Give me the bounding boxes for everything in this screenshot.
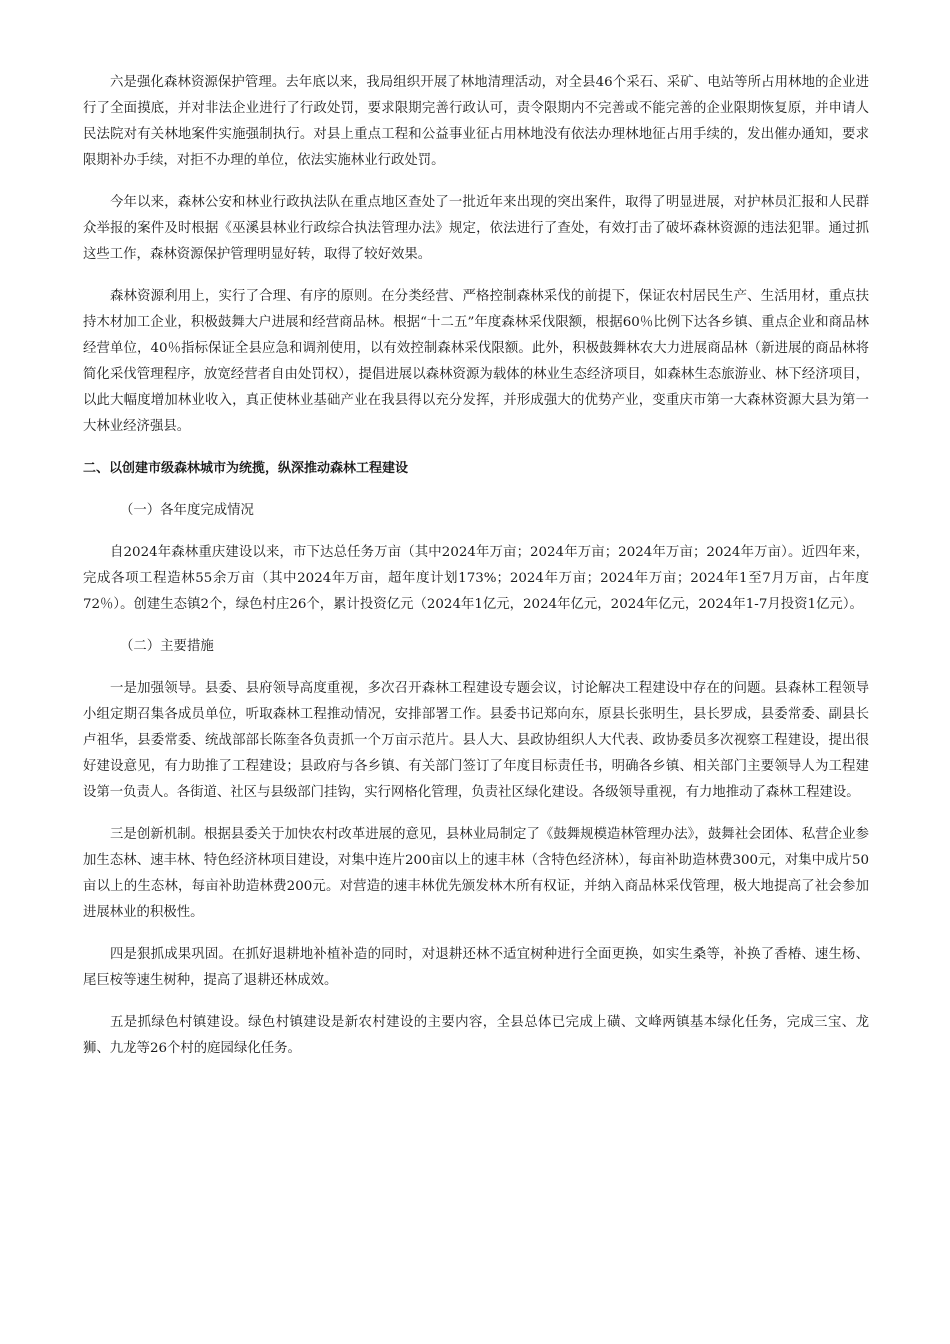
paragraph-resource-use: 森林资源利用上，实行了合理、有序的原则。在分类经营、严格控制森林采伐的前提下，保证农村居民生产、生活用材，重点扶持木材加工企业，积极鼓舞大户进展和经营商品林。根据“十二五”年度森林采伐限额，根据60％比例下达各乡镇、重点企业和商品林经营单位，40％指标保证全县应急和调剂使用，以有效控制森林采伐限额。此外，积极鼓舞林农大力进展商品林（新进展的商品林将简化采伐管理程序，放宽经营者自由处罚权），提倡进展以森林资源为载体的林业生态经济项目，如森林生态旅游业、林下经济项目，以此大幅度增加林业收入，真正使林业基础产业在我县得以充分发挥，并形成强大的优势产业，变重庆市第一大森林资源大县为第一大林业经济强县。 xyxy=(83,289,869,434)
subheading-annual-completion: （一）各年度完成情况 xyxy=(120,503,254,518)
paragraph-consolidation: 四是狠抓成果巩固。在抓好退耕地补植补造的同时，对退耕还林不适宜树种进行全面更换，如实生桑等，补换了香椿、速生杨、尾巨桉等速生树种，提高了退耕还林成效。 xyxy=(83,947,869,988)
paragraph-leadership: 一是加强领导。县委、县府领导高度重视，多次召开森林工程建设专题会议，讨论解决工程建设中存在的问题。县森林工程领导小组定期召集各成员单位，听取森林工程推动情况，安排部署工作。县委书记郑向东，原县长张明生，县长罗成，县委常委、副县长卢祖华，县委常委、统战部部长陈奎各负责抓一个万亩示范片。县人大、县政协组织人大代表、政协委员多次视察工程建设，提出很好建设意见，有力助推了工程建设；县政府与各乡镇、有关部门签订了年度目标责任书，明确各乡镇、相关部门主要领导人为工程建设第一负责人。各街道、社区与县级部门挂钩，实行网格化管理，负责社区绿化建设。各级领导重视，有力地推动了森林工程建设。 xyxy=(83,681,869,800)
paragraph-green-villages: 五是抓绿色村镇建设。绿色村镇建设是新农村建设的主要内容，全县总体已完成上磺、文峰两镇基本绿化任务，完成三宝、龙狮、九龙等26个村的庭园绿化任务。 xyxy=(83,1015,869,1056)
subheading-main-measures: （二）主要措施 xyxy=(120,639,214,654)
paragraph-annual-completion: 自2024年森林重庆建设以来，市下达总任务万亩（其中2024年万亩；2024年万亩；2024年万亩；2024年万亩）。近四年来，完成各项工程造林55余万亩（其中2024年万亩，超年度计划173%；2024年万亩；2024年万亩；2024年1至7月万亩，占年度72％）。创建生态镇2个，绿色村庄26个，累计投资亿元（2024年1亿元，2024年亿元，2024年亿元，2024年1-7月投资1亿元）。 xyxy=(83,545,869,612)
paragraph-mechanism: 三是创新机制。根据县委关于加快农村改革进展的意见，县林业局制定了《鼓舞规模造林管理办法》，鼓舞社会团体、私营企业参加生态林、速丰林、特色经济林项目建设，对集中连片200亩以上的速丰林（含特色经济林），每亩补助造林费300元，对集中成片50亩以上的生态林，每亩补助造林费200元。对营造的速丰林优先颁发林木所有权证，并纳入商品林采伐管理，极大地提高了社会参加进展林业的积极性。 xyxy=(83,827,869,920)
section-heading: 二、以创建市级森林城市为统揽，纵深推动森林工程建设 xyxy=(83,461,409,476)
paragraph-forest-protection: 六是强化森林资源保护管理。去年底以来，我局组织开展了林地清理活动，对全县46个采石、采矿、电站等所占用林地的企业进行了全面摸底，并对非法企业进行了行政处罚，要求限期完善行政认可，责令限期内不完善或不能完善的企业限期恢复原，并申请人民法院对有关林地案件实施强制执行。对县上重点工程和公益事业征占用林地没有依法办理林地征占用手续的，发出催办通知，要求限期补办手续，对拒不办理的单位，依法实施林业行政处罚。 xyxy=(83,75,869,168)
document-body xyxy=(83,70,869,1078)
paragraph-enforcement: 今年以来，森林公安和林业行政执法队在重点地区查处了一批近年来出现的突出案件，取得了明显进展，对护林员汇报和人民群众举报的案件及时根据《巫溪县林业行政综合执法管理办法》规定，依法进行了查处，有效打击了破坏森林资源的违法犯罪。通过抓这些工作，森林资源保护管理明显好转，取得了较好效果。 xyxy=(83,195,869,262)
